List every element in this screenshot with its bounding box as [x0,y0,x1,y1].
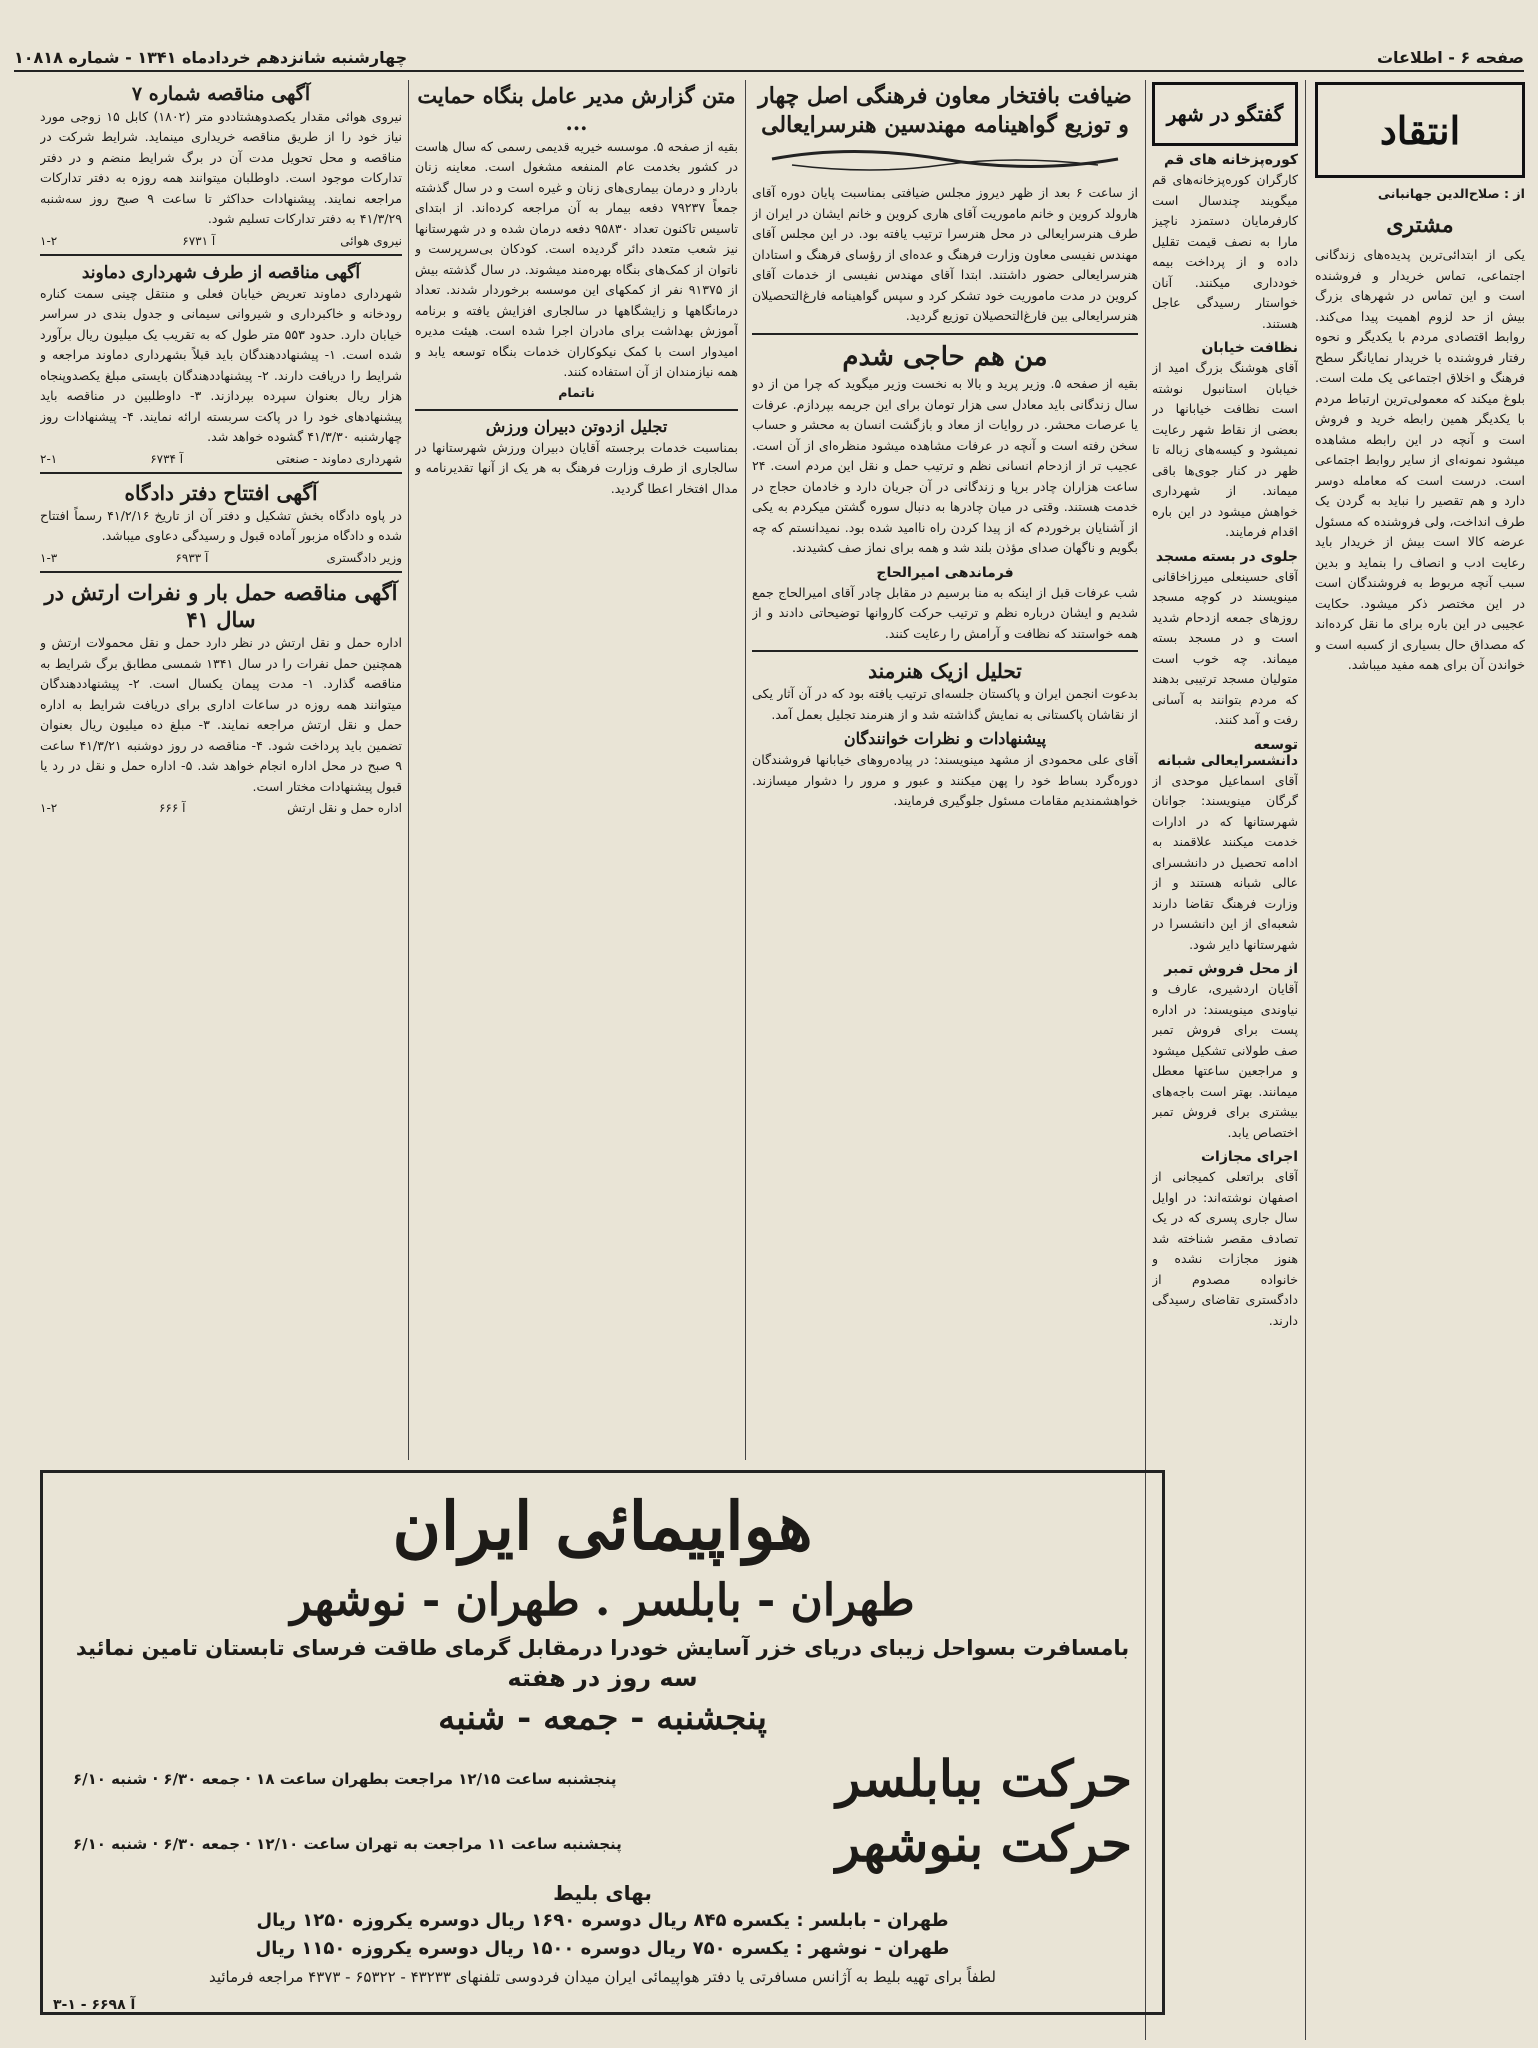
notice-signature: نیروی هوائی آ ۶۷۳۱ ۱-۲ [40,233,402,248]
page-number: صفحه ۶ - اطلاعات [1376,47,1524,67]
headline: پیشنهادات و نظرات خوانندگان [843,729,1047,749]
masthead [14,44,1524,72]
ad-route: طهران - بابلسر . طهران - نوشهر [290,1575,915,1626]
column-city-talk [1152,82,1298,2022]
article-body: بمناسبت خدمات برجسته آقایان دبیران ورزش شهرستانها در سالجاری از طرف وزارت فرهنگ به هر یک از آنها تقدیرنامه و مدال افتخار اعطا گردید. [415,439,738,496]
divider [752,333,1138,335]
notice-body: نیروی هوائی مقدار یکصدوهشتاددو متر (۱۸۰۲) کابل ۱۵ زوجی مورد نیاز خود را از طریق مناقصه خریداری مینماید. شرایط شرکت در مناقصه و محل تحویل مدت آن در برگ شرایط منضم و در دفتر تدارکات موجود است. داوطلبان میتوانند همه روزه به دفتر تدارکات مراجعه نمایند. پیشنهادات حداکثر تا ساعت ۹ صبح روز سه‌شنبه ۴۱/۳/۲۹ به دفتر تدارکات تسلیم شود. [40,108,402,227]
article-title: مشتری [1386,211,1454,238]
section-heading: توسعه دانشسرایعالی شبانه [1157,736,1298,769]
column-rule [408,80,409,1460]
section-body: آقای حسینعلی میرزاخاقانی مینویسند در کوچه مسجد روزهای جمعه ازدحام شدید است و در مسجد بسته میماند. چه خوب است متولیان مسجد ترتیبی بدهند که مردم بتوانند به آسانی رفت و آمد کنند. [1152,568,1298,727]
departure-label: حرکت ببابلسر [836,1749,1132,1808]
price-title: بهای بلیط [553,1881,652,1905]
byline: از : صلاح‌الدین جهانبانی [1377,186,1525,201]
departure-times: پنجشنبه ساعت ۱۲/۱۵ مراجعت بطهران ساعت ۱۸ · جمعه ۶/۳۰ · شنبه ۶/۱۰ [73,1769,617,1788]
notice-signature: شهرداری دماوند - صنعتی آ ۶۷۳۴ ۲-۱ [40,451,402,466]
notice-title: آگهی مناقصه از طرف شهرداری دماوند [81,262,361,283]
decorative-ornament [752,139,1138,179]
issue-date: چهارشنبه شانزدهم خردادماه ۱۳۴۱ - شماره ۱۰۸۱۸ [14,47,408,67]
headline: تحلیل ازیک هنرمند [868,659,1022,684]
section-body: آقایان اردشیری، عارف و نیاوندی مینویسند: در اداره پست برای فروش تمبر صف طولانی تشکیل میشود و مراجعین ساعتها معطل میمانند. بهتر است باجه‌های بیشتری برای فروش تمبر اختصاص یابد. [1152,981,1298,1140]
column-critique [1315,82,1525,2022]
headline: تجلیل ازدوتن دبیران ورزش [485,417,668,437]
divider [752,650,1138,652]
section-heading: کوره‌پزخانه های قم [1164,152,1298,168]
departure-times: پنجشنبه ساعت ۱۱ مراجعت به تهران ساعت ۱۲/۱۰ · جمعه ۶/۳۰ · شنبه ۶/۱۰ [73,1834,622,1853]
notice-body: در پاوه دادگاه بخش تشکیل و دفتر آن از تاریخ ۴۱/۲/۱۶ رسماً افتتاح شده و دادگاه مزبور آماده قبول و رسیدگی دعاوی میباشد. [40,507,402,544]
section-body: کارگران کوره‌پزخانه‌های قم میگویند چندسال است کارفرمایان دستمزد ناچیز مارا به نصف قیمت تقلیل داده و از پرداخت بیمه خودداری میکنند. آنان خواستار رسیدگی عاجل هستند. [1152,172,1298,331]
notice-body: اداره حمل و نقل ارتش در نظر دارد حمل و نقل محمولات ارتش و همچنین حمل نفرات را در سال ۱۳۴۱ شمسی مطابق برگ شرایط به مناقصه گذارد. ۱- مدت پیمان یکسال است. ۲- پیشنهاددهندگان میتوانند همه روزه در ساعات اداری برای دریافت شرایط به اداره حمل و نقل ارتش مراجعه نمایند. ۳- مبلغ ده میلیون ریال بعنوان تضمین باید پرداخت شود. ۴- مناقصه در روز دوشنبه ۴۱/۳/۲۱ ساعت ۹ صبح در محل اداره انجام خواهد شد. ۵- اداره حمل و نقل در رد یا قبول پیشنهادات مختار است. [40,635,402,794]
column-rule [745,80,746,1460]
article-body: بقیه از صفحه ۵. وزیر پرید و بالا به نخست وزیر میگوید که چرا من از دو سال زندگانی باید معادل سی هزار تومان برای این جریمه بپردازم. عرفات یا عرصات محشر. در روایات از معاد و بازگشت انسان به محشر و حساب سخن رفته است و آنچه در عرفات مشاهده میشود منظره‌ای از آن است. عجیب تر از ازدحام انسانی نظم و ترتیب حمل و نقل این مردم است. ۲۴ ساعت هزاران چادر برپا و زندگانی در آن جریان دارد و خادمان حجاج در خدمت هستند. وقتی در میان چادرها به دنبال سوره گشتن میکردم به یکی از آشنایان برخوردم که از پیدا کردن راه ناامید شده بود. نمیدانستم که چه بگویم و ناگهان صدای مؤذن بلند شد و همه برای نماز صف کشیدند. [752,376,1138,556]
article-body: بدعوت انجمن ایران و پاکستان جلسه‌ای ترتیب یافته بود که در آن آثار یکی از نقاشان پاکستانی به نمایش گذاشته شد و از هنرمند تجلیل بعمل آمد. [752,686,1138,722]
section-body: آقای براتعلی کمیجانی از اصفهان نوشته‌اند: در اوایل سال جاری پسری که در یک تصادف مقصر شناخته شد هنوز مجازات نشده و خانواده مصدوم از دادگستری تقاضای رسیدگی دارند. [1152,1169,1298,1328]
section-heading: نظافت خیابان [1201,340,1298,356]
headline: ضیافت بافتخار معاون فرهنگی اصل چهار و توزیع گواهینامه مهندسین هنرسرایعالی [758,83,1132,138]
headline: متن گزارش مدیر عامل بنگاه حمایت ... [417,83,736,136]
contact-info: لطفاً برای تهیه بلیط به آژانس مسافرتی یا دفتر هواپیمائی ایران میدان فردوسی تلفنهای ۴۳۲۳۳ - ۶۵۳۲۲ - ۴۳۷۳ مراجعه فرمائید [208,1968,997,1986]
section-heading: از محل فروش تمبر [1164,961,1298,977]
column-charity-report [415,82,738,1462]
section-body: آقای هوشنگ بزرگ امید از خیابان استانبول نوشته است نظافت خیابانها در بعضی از نقاط شهر رعایت نمیشود و کیسه‌های زباله تا ظهر در کنار جوی‌ها باقی میماند. از شهرداری خواهش میشود در این باره اقدام فرمایند. [1152,360,1298,539]
price-babolsar: طهران - بابلسر : یکسره ۸۴۵ ریال دوسره ۱۶۹۰ ریال دوسره یکروزه ۱۲۵۰ ریال [256,1910,949,1931]
notice-title: آگهی مناقصه حمل بار و نفرات ارتش در سال ۴۱ [44,579,398,633]
critique-logo: انتقاد [1315,82,1525,178]
divider [40,254,402,256]
notice-title: آگهی افتتاح دفتر دادگاه [124,480,318,505]
notice-body: شهرداری دماوند تعریض خیابان فعلی و منتقل چینی سمت کناره رودخانه و خاکبرداری و شیروانی سیمانی و جدول بندی در سراسر خیابان دارد. حدود ۵۵۳ متر طول که به تقریب یک میلیون ریال برآورد شده است. ۱- پیشنهاددهندگان باید قبلاً بشهرداری دماوند مراجعه و شرایط را دریافت دارند. ۲- پیشنهاددهندگان بایستی مبلغ یکصدوپنجاه هزار ریال بعنوان سپرده بپردازند. ۳- داوطلبین در مناقصه باید پیشنهادهای خود را در پاکت سربسته ارائه نمایند. ۴- پیشنهادات روز چهارشنبه ۴۱/۳/۳۰ گشوده خواهد شد. [40,285,402,445]
price-nowshahr: طهران - نوشهر : یکسره ۷۵۰ ریال دوسره ۱۵۰۰ ریال دوسره یکروزه ۱۱۵۰ ریال [255,1938,950,1959]
ad-code: آ ۶۶۹۸ - ۱-۳ [53,1997,136,2013]
headline: من هم حاجی شدم [842,341,1048,372]
article-body: از ساعت ۶ بعد از ظهر دیروز مجلس ضیافتی بمناسبت پایان دوره آقای هارولد کروین و خانم ماموریت آقای هاری کروین و خانم ایشان در ایران از طرف هنرسرایعالی در محل هنرسرا ترتیب یافته بود. در این مجلس آقای مهندس نفیسی معاون وزارت فرهنگ و عده‌ای از رؤسای فرهنگ و استادان هنرسرایعالی حضور داشتند. ابتدا آقای مهندس نفیسی از خدمات آقای کروین در مدت ماموریت خود تشکر کرد و سپس گواهینامه فارغ‌التحصیلان هنرسرایعالی بین فارغ‌التحصیلان توزیع گردید. [752,185,1138,324]
notice-signature: وزیر دادگستری آ ۶۹۳۳ ۱-۳ [40,550,402,565]
article-body: شب عرفات قبل از اینکه به منا برسیم در مقابل چادر آقای امیرالحاج جمع شدیم و ایشان درباره نظم و ترتیب حرکت کاروانها توضیحاتی دادند و از همه خواستند که نظافت و آرامش را رعایت کنند. [752,584,1138,641]
subheading: فرماندهی امیرالحاج [876,564,1014,581]
section-heading: اجرای مجازات [1200,1149,1298,1165]
ad-tagline: بامسافرت بسواحل زیبای دریای خزر آسایش خودرا درمقابل گرمای طاقت فرسای تابستان تامین نمائید [75,1636,1130,1660]
ad-title: هواپیمائی ایران [392,1487,813,1565]
column-rule [1305,80,1306,2040]
notice-signature: اداره حمل و نقل ارتش آ ۶۶۶ ۱-۲ [40,801,402,816]
divider [415,409,738,411]
section-body: آقای اسماعیل موحدی از گرگان مینویسند: جوانان شهرستانها که در ادارات خدمت میکنند علاقمند به ادامه تحصیل در دانشسرای عالی شبانه هستند و از وزارت فرهنگ تقاضا دارند شعبه‌ای از این دانشسرا در شهرستانها دایر شود. [1152,772,1298,952]
article-body: بقیه از صفحه ۵. موسسه خیریه قدیمی رسمی که سال هاست در کشور بخدمت عام المنفعه مشغول است. معاینه زنان باردار و درمان بیماری‌های زنان و غیره است و در سال گذشته جمعاً ۷۹۲۳۷ دفعه بیمار به آن مراجعه کرده‌اند. از ابتدای تاسیس تاکنون تعداد ۹۵۸۳۰ دفعه درمان شده و در شهرستانها نیز شعب متعدد دائر گردیده است. کودکان بی‌سرپرست و ناتوان از کمک‌های بنگاه بهره‌مند میشوند. در سال گذشته بیش از ۹۱۳۷۵ نفر از کمکهای این موسسه برخوردار شدند. تعداد درمانگاهها و زایشگاهها در سالجاری افزایش یافته و برنامه آموزش بهداشت برای مادران اجرا شده است. هیئت مدیره امیدوار است با کمک نیکوکاران خدمات بنگاه توسعه یابد و همه نیازمندان از آن استفاده کنند. [415,138,738,380]
notice-title: آگهی مناقصه شماره ۷ [131,83,311,105]
section-heading: جلوی در بسته مسجد [1155,548,1298,565]
city-talk-logo: گفتگو در شهر [1152,82,1298,146]
ad-days: پنجشنبه - جمعه - شنبه [438,1698,767,1738]
departure-babolsar [73,1749,1132,1808]
departure-nowshahr [73,1814,1132,1873]
column-reports [752,82,1138,1462]
article-body: یکی از ابتدائی‌ترین پدیده‌های زندگانی اجتماعی، تماس خریدار و فروشنده است و این تماس در شهرهای بزرگ بیش از حد لزوم اهمیت پیدا می‌کند. روابط اقتصادی مردم با یکدیگر و نحوه رفتار فروشنده با خریدار نمایانگر سطح فرهنگ و اخلاق اجتماعی یک ملت است. بلوغ میکند که معمولی‌ترین ارتباط مردم با یکدیگر همین رابطه خرید و فروش است و آنچه در این رابطه مشاهده میشود نمونه‌ای از سایر روابط اجتماعی است. درست است که معامله دوسر دارد و هم تقصیر را نباید به گردن یک طرف انداخت، ولی فروشنده که مسئول عرضه کالا است بیش از خریدار باید رعایت ادب و انصاف را بنماید و بدین سبب آنچه مربوط به فروشندگان است در این مختصر ذکر میشود. حکایت عجیبی در این باره برای ما نقل کرده‌اند که مصداق حال بسیاری از کسبه است و خواندن آن برای همه مفید میباشد. [1315,247,1525,673]
airline-advertisement [40,1470,1165,2015]
continued-note: ناتمام [558,384,595,400]
divider [40,571,402,573]
ad-frequency: سه روز در هفته [507,1664,698,1692]
article-body: آقای علی محمودی از مشهد مینویسند: در پیاده‌روهای خیابانها فروشندگان دوره‌گرد بساط خود را پهن میکنند و عبور و مرور را دشوار میسازند. خواهشمندیم مقامات مسئول جلوگیری فرمایند. [752,752,1138,809]
departure-label: حرکت بنوشهر [835,1814,1132,1873]
column-notices [40,82,402,1462]
divider [40,472,402,474]
